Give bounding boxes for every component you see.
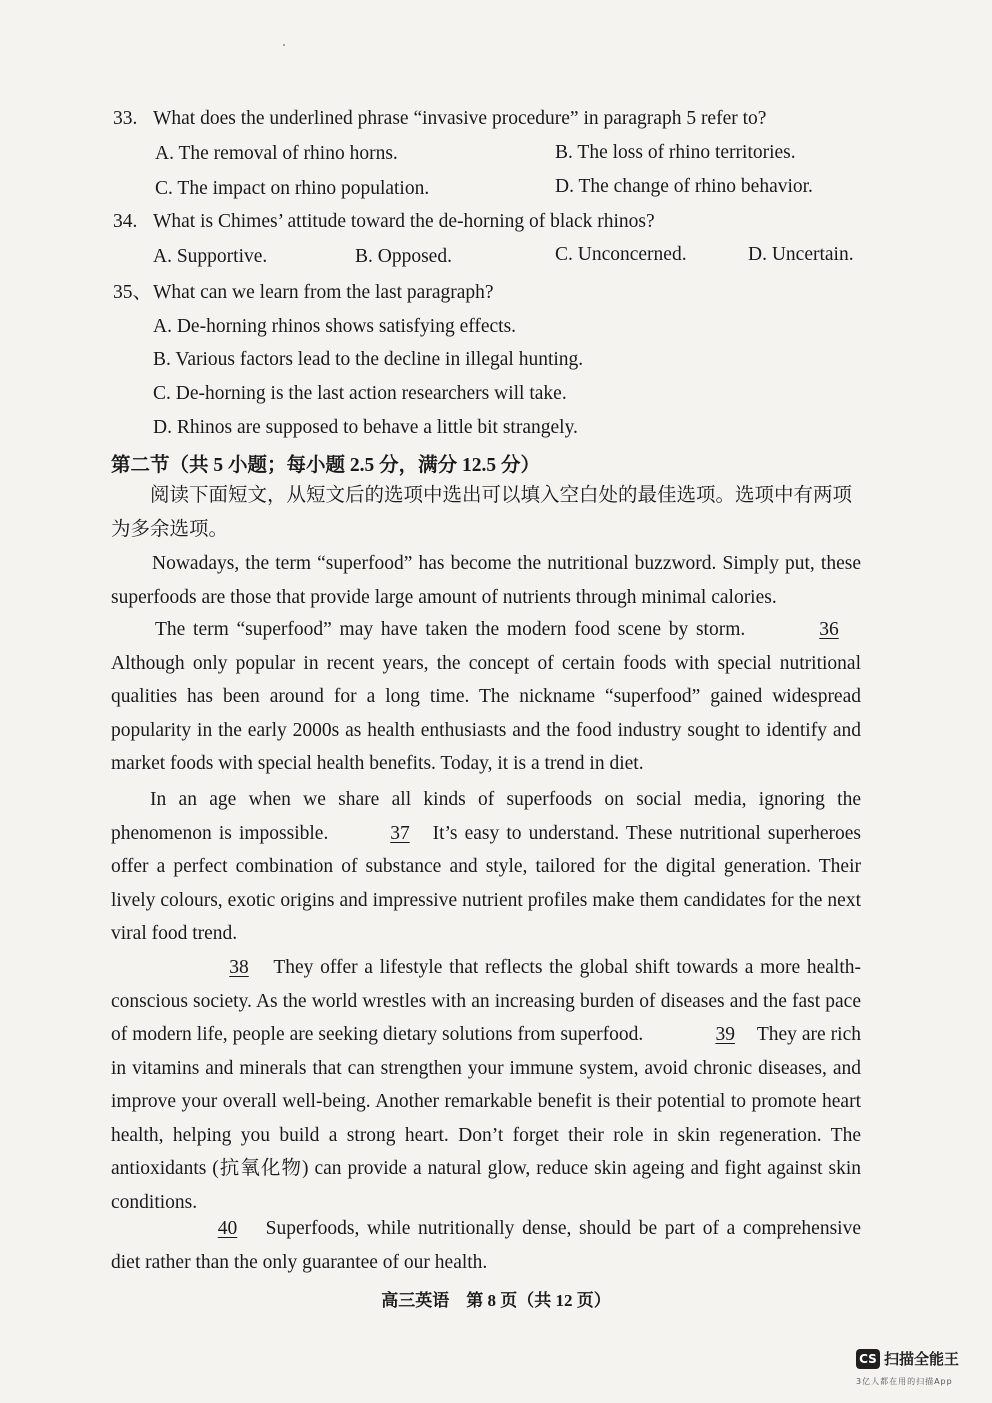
- q34-option-c: C. Unconcerned.: [555, 244, 687, 265]
- paragraph-text: It’s easy to understand. These nutritional superheroes offer a perfect combination of substance and style, tailored for the digital generation. Their lively colours, exotic origins and impressive nutrient profiles make them candidates for the next viral food trend.: [111, 822, 862, 944]
- question-35: [113, 281, 494, 305]
- passage-paragraph-4: [111, 951, 861, 1219]
- q33-option-c: C. The impact on rhino population.: [155, 178, 430, 199]
- section-title: 第二节（共 5 小题；每小题 2.5 分，满分 12.5 分）: [111, 455, 541, 476]
- blank-37: 37: [390, 822, 410, 844]
- question-number: 33.: [113, 108, 138, 129]
- watermark-tagline: 3亿人都在用的扫描App: [856, 1377, 953, 1386]
- q35-option-b: B. Various factors lead to the decline in illegal hunting.: [153, 349, 584, 370]
- paragraph-text: Superfoods, while nutritionally dense, should be part of a comprehensive diet rather than the only guarantee of our health.: [111, 1218, 862, 1273]
- blank-38: 38: [229, 957, 249, 978]
- blank-36: 36: [819, 619, 839, 640]
- paragraph-text: They are rich in vitamins and minerals that can strengthen your immune system, avoid chronic diseases, and improve your overall well-being. Another remarkable benefit is their potential to promote heart health, helping you build a strong heart. Don’t forget their role in skin regeneration. The antioxidants (抗氧化物) can provide a natural glow, reduce skin ageing and fight against skin conditions.: [111, 1024, 861, 1213]
- blank-40: 40: [217, 1218, 238, 1239]
- question-text: What does the underlined phrase “invasive procedure” in paragraph 5 refer to?: [153, 108, 767, 129]
- question-number: 34.: [113, 211, 138, 232]
- question-34: [113, 210, 655, 234]
- passage-paragraph-5: [111, 1212, 861, 1279]
- speck: [283, 44, 285, 46]
- q33-option-d: D. The change of rhino behavior.: [555, 176, 813, 197]
- question-33: [113, 107, 766, 131]
- q34-option-b: B. Opposed.: [355, 246, 452, 267]
- page-footer: 高三英语 第 8 页（共 12 页）: [381, 1291, 611, 1310]
- question-number: 35、: [113, 282, 153, 303]
- q33-option-a: A. The removal of rhino horns.: [155, 143, 398, 164]
- q34-option-a: A. Supportive.: [153, 246, 268, 267]
- scanner-watermark: [856, 1348, 959, 1369]
- q35-option-d: D. Rhinos are supposed to behave a little bit strangely.: [153, 417, 578, 438]
- question-text: What can we learn from the last paragraph?: [153, 282, 494, 303]
- section-instruction: 阅读下面短文，从短文后的选项中选出可以填入空白处的最佳选项。选项中有两项为多余选项。: [111, 485, 853, 540]
- watermark-name: 扫描全能王: [884, 1350, 960, 1368]
- q33-option-b: B. The loss of rhino territories.: [555, 142, 796, 163]
- q35-option-c: C. De-horning is the last action researchers will take.: [153, 383, 567, 404]
- q35-option-a: A. De-horning rhinos shows satisfying effects.: [153, 316, 517, 337]
- passage-paragraph-2: [111, 613, 861, 781]
- blank-39: 39: [715, 1024, 735, 1045]
- paragraph-text: They offer a lifestyle that reflects the global shift towards a more health-conscious society. As the world wrestles with an increasing burden of diseases and the fast pace of modern life, people are seeking dietary solutions from superfood.: [111, 957, 861, 1045]
- q34-option-d: D. Uncertain.: [748, 244, 854, 265]
- paragraph-text: The term “superfood” may have taken the modern food scene by storm.: [155, 619, 746, 640]
- paragraph-text: In an age when we share all kinds of superfoods on social media, ignoring the phenomenon is impossible.: [111, 789, 861, 844]
- passage-paragraph-1: Nowadays, the term “superfood” has become the nutritional buzzword. Simply put, these superfoods are those that provide large amount of nutrients through minimal calories.: [111, 553, 861, 608]
- passage-paragraph-3: [111, 783, 861, 951]
- camscanner-logo-icon: CS: [856, 1349, 880, 1369]
- question-text: What is Chimes’ attitude toward the de-horning of black rhinos?: [153, 211, 655, 232]
- paragraph-text: Although only popular in recent years, the concept of certain foods with special nutritional qualities has been around for a long time. The nickname “superfood” gained widespread popularity in the early 2000s as health enthusiasts and the food industry sought to identify and market foods with special health benefits. Today, it is a trend in diet.: [111, 652, 861, 774]
